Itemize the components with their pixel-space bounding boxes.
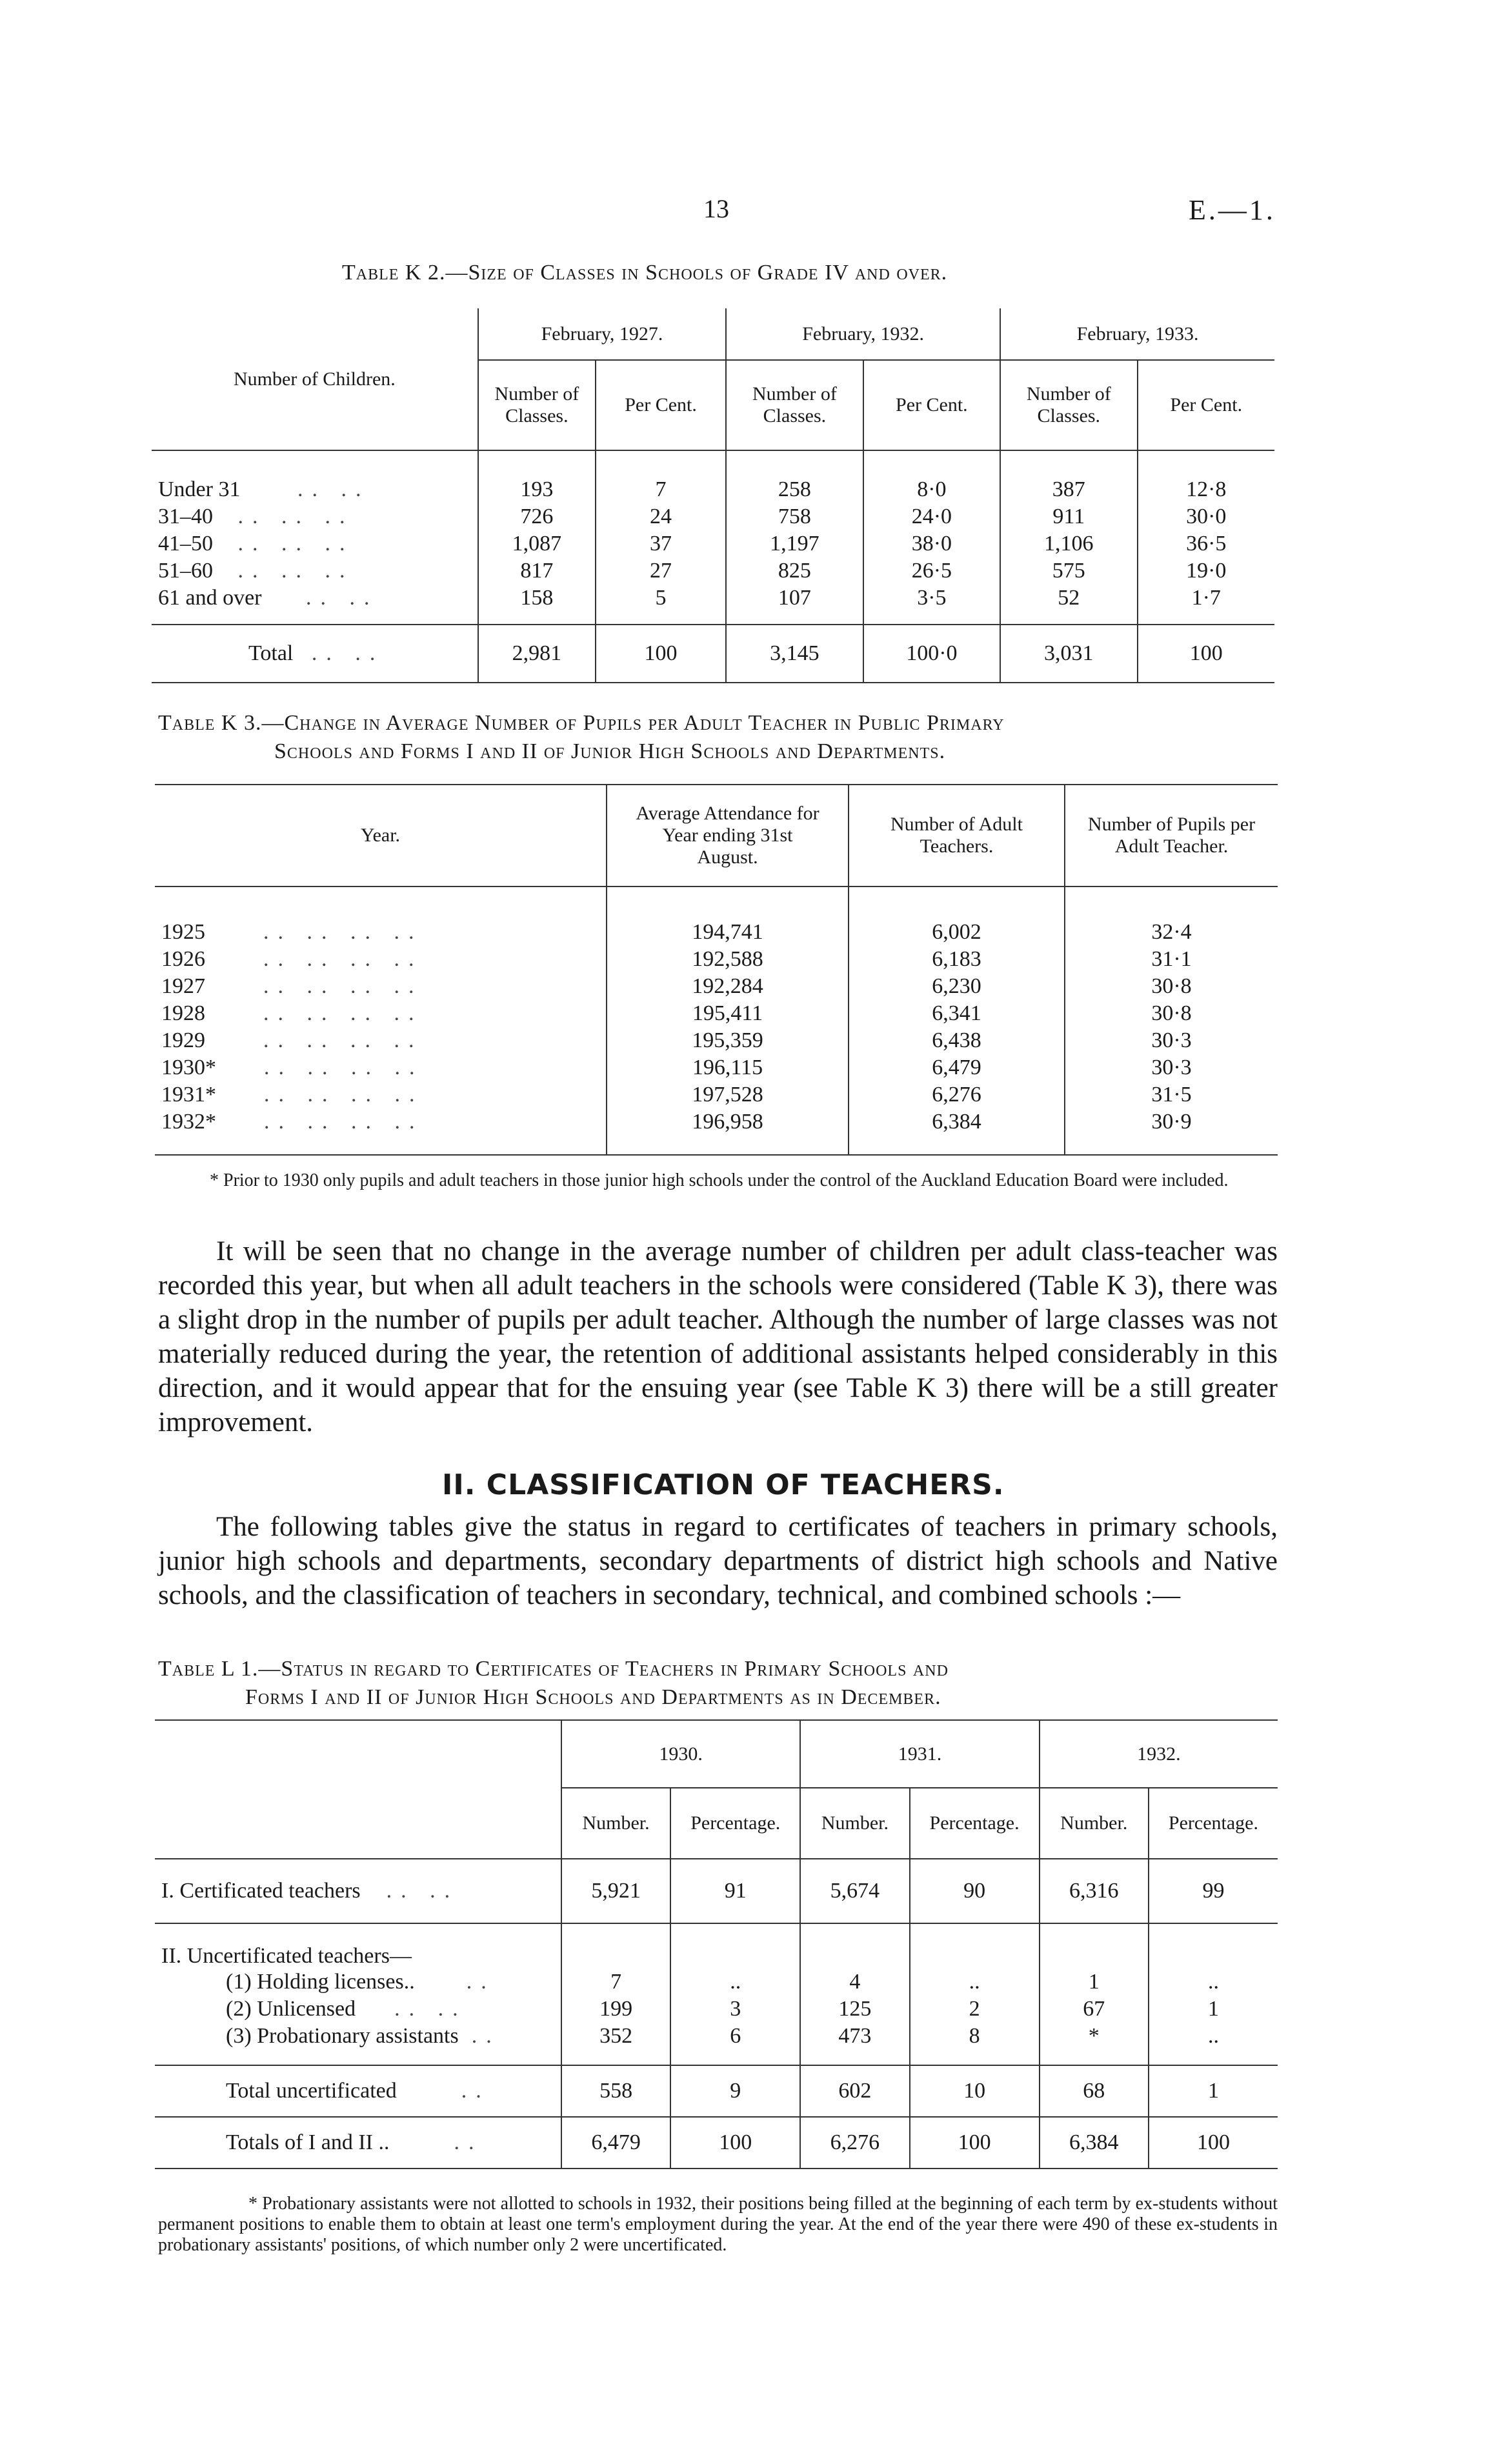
- col-header: Number.: [1040, 1788, 1149, 1859]
- col-header: Per Cent.: [1138, 360, 1274, 450]
- cell: 1,106: [1044, 532, 1094, 556]
- row-label: II. Uncertificated teachers—: [161, 1944, 412, 1968]
- table-row: [155, 1859, 1278, 1923]
- leader-dots: .. ..: [394, 1997, 467, 2021]
- table-row: [155, 946, 1278, 973]
- cell: 8: [910, 2023, 1040, 2050]
- row-label: (1) Holding licenses..: [226, 1970, 415, 1994]
- row-year: 1927: [161, 974, 205, 998]
- cell: 817: [520, 559, 554, 583]
- cell: 1: [1149, 2065, 1278, 2117]
- cell: 125: [838, 1997, 872, 2021]
- cell: 352: [599, 2024, 633, 2048]
- cell: 1: [1149, 1996, 1278, 2023]
- row-label: Under 31: [158, 477, 241, 501]
- col-header: Per Cent.: [863, 360, 1000, 450]
- row-year: 1926: [161, 947, 205, 971]
- col-header-pupils: Number of Pupils per Adult Teacher.: [1065, 785, 1278, 886]
- table-row: [155, 1000, 1278, 1027]
- cell: 6,341: [849, 1000, 1065, 1027]
- row-label: Totals of I and II ..: [226, 2130, 390, 2154]
- table-k3-title-line1: Table K 3.—Change in Average Number of Pupils per Adult Teacher in Public Primary: [158, 711, 1005, 735]
- cell: ..: [910, 1968, 1040, 1996]
- leader-dots: .. ..: [297, 477, 370, 501]
- cell: *: [1088, 2024, 1100, 2048]
- cell: 7: [610, 1970, 622, 1994]
- col-header: Number of Classes.: [726, 360, 863, 450]
- cell: 99: [1149, 1859, 1278, 1923]
- table-row: [155, 1081, 1278, 1108]
- row-year: 1930*: [161, 1056, 216, 1079]
- cell: 6: [670, 2023, 800, 2050]
- year-header: 1931.: [800, 1720, 1039, 1788]
- table-row: [155, 1027, 1278, 1054]
- leader-dots: .. .. .. ..: [263, 974, 423, 998]
- col-header: Per Cent.: [596, 360, 726, 450]
- table-row: [155, 919, 1278, 946]
- cell: 1: [1088, 1970, 1100, 1994]
- table-l1: [155, 1719, 1278, 2169]
- cell: 12·8: [1138, 476, 1274, 503]
- row-label: 41–50: [158, 532, 213, 556]
- group-header: February, 1932.: [726, 308, 1000, 360]
- cell: 575: [1052, 559, 1085, 583]
- cell: 30·3: [1151, 1028, 1192, 1052]
- cell: 196,958: [607, 1108, 849, 1136]
- cell: 37: [596, 530, 726, 557]
- cell: 100: [910, 2117, 1040, 2169]
- cell: 192,588: [607, 946, 849, 973]
- leader-dots: ..: [471, 2024, 501, 2048]
- row-year: 1925: [161, 920, 205, 944]
- table-row: [152, 557, 1274, 585]
- cell: 52: [1058, 586, 1080, 610]
- row-label: 51–60: [158, 559, 213, 583]
- cell: 5,921: [561, 1859, 670, 1923]
- section-heading: II. CLASSIFICATION OF TEACHERS.: [442, 1468, 1005, 1501]
- cell: 158: [520, 586, 554, 610]
- col-header: Number.: [561, 1788, 670, 1859]
- table-subtotal-row: [155, 2065, 1278, 2117]
- table-row: [152, 530, 1274, 557]
- cell: 6,384: [1040, 2117, 1149, 2169]
- cell: 6,002: [849, 919, 1065, 946]
- cell: ..: [1149, 2023, 1278, 2050]
- cell: 602: [800, 2065, 909, 2117]
- group-header: February, 1933.: [1076, 323, 1199, 345]
- table-total-row: [152, 625, 1274, 683]
- table-l1-title-line2: Forms I and II of Junior High Schools and Departments as in December.: [245, 1685, 941, 1709]
- cell: 6,438: [849, 1027, 1065, 1054]
- cell: 3: [670, 1996, 800, 2023]
- cell: 387: [1052, 477, 1085, 501]
- cell: 9: [670, 2065, 800, 2117]
- col-header: Number of Classes.: [1000, 360, 1137, 450]
- table-row: [155, 2023, 1278, 2050]
- leader-dots: .. ..: [306, 586, 379, 610]
- page-number: 13: [703, 194, 729, 223]
- col-header-teachers: Number of Adult Teachers.: [849, 785, 1065, 886]
- cell: 6,479: [561, 2117, 670, 2169]
- cell: 38·0: [863, 530, 1000, 557]
- col-header-attendance: Average Attendance for Year ending 31st August.: [607, 785, 849, 886]
- cell: 31·5: [1151, 1083, 1192, 1107]
- table-row: [155, 1108, 1278, 1136]
- cell: 194,741: [607, 919, 849, 946]
- cell: 6,276: [800, 2117, 909, 2169]
- cell: 7: [596, 476, 726, 503]
- leader-dots: .. ..: [311, 641, 385, 665]
- row-label: I. Certificated teachers: [161, 1879, 361, 1903]
- cell: 6,384: [849, 1108, 1065, 1136]
- group-header: February, 1927.: [478, 308, 726, 360]
- cell: 67: [1083, 1997, 1105, 2021]
- leader-dots: .. .. ..: [237, 532, 354, 556]
- cell: 68: [1040, 2065, 1149, 2117]
- leader-dots: ..: [461, 2079, 490, 2103]
- leader-dots: .. .. .. ..: [264, 1056, 424, 1079]
- table-k3-title-line2: Schools and Forms I and II of Junior High Schools and Departments.: [274, 739, 946, 763]
- cell: 10: [910, 2065, 1040, 2117]
- cell: 193: [520, 477, 554, 501]
- leader-dots: .. .. .. ..: [263, 1028, 423, 1052]
- row-label: (2) Unlicensed: [226, 1997, 356, 2021]
- cell: 192,284: [607, 973, 849, 1000]
- cell: 5,674: [800, 1859, 909, 1923]
- cell: 100: [1149, 2117, 1278, 2169]
- row-header: Number of Children.: [152, 308, 478, 450]
- table-l1-footnote: * Probationary assistants were not allotted to schools in 1932, their positions being filled at the beginning of each term by ex-students without permanent positions to enable them to obtain at least one term's employment during the year. At the end of the year there were 490 of these ex-students in probationary assistants' positions, of which number only 2 were uncertificated.: [158, 2194, 1278, 2255]
- col-header: Percentage.: [1149, 1788, 1278, 1859]
- cell: 30·8: [1151, 1001, 1192, 1025]
- row-label: (3) Probationary assistants: [226, 2024, 459, 2048]
- paragraph-2: The following tables give the status in regard to certificates of teachers in primary schools, junior high schools and departments, secondary departments of district high schools and Native schools, and the classification of teachers in secondary, technical, and combined schools :—: [158, 1512, 1278, 1610]
- cell: 3·5: [863, 585, 1000, 612]
- cell: 26·5: [863, 557, 1000, 585]
- cell: 2: [910, 1996, 1040, 2023]
- table-row: [155, 973, 1278, 1000]
- table-k2: [152, 308, 1274, 683]
- table-row: [155, 1054, 1278, 1081]
- cell: 195,411: [607, 1000, 849, 1027]
- table-row: [152, 585, 1274, 612]
- cell: 195,359: [607, 1027, 849, 1054]
- cell: 5: [596, 585, 726, 612]
- leader-dots: .. .. .. ..: [263, 920, 423, 944]
- row-label: 61 and over: [158, 586, 262, 610]
- leader-dots: .. .. ..: [237, 559, 354, 583]
- row-label: Total uncertificated: [226, 2079, 397, 2103]
- cell: 32·4: [1151, 920, 1192, 944]
- table-k2-title: Table K 2.—Size of Classes in Schools of Grade IV and over.: [342, 261, 948, 285]
- cell: 107: [778, 586, 811, 610]
- table-k3: [155, 784, 1278, 1156]
- cell: ..: [670, 1968, 800, 1996]
- cell: 30·8: [1151, 974, 1192, 998]
- cell: 197,528: [607, 1081, 849, 1108]
- cell: 3,145: [726, 625, 863, 683]
- table-row: [152, 476, 1274, 503]
- cell: 30·9: [1151, 1110, 1192, 1134]
- table-row: [155, 1923, 1278, 1968]
- row-label: Total: [248, 641, 294, 665]
- cell: 825: [778, 559, 811, 583]
- cell: 90: [910, 1859, 1040, 1923]
- cell: 30·0: [1138, 503, 1274, 530]
- col-header: Number of Classes.: [478, 360, 596, 450]
- leader-dots: .. ..: [386, 1879, 459, 1903]
- col-header: Percentage.: [670, 1788, 800, 1859]
- cell: 911: [1052, 505, 1085, 528]
- cell: 558: [561, 2065, 670, 2117]
- cell: 258: [778, 477, 811, 501]
- cell: 6,183: [849, 946, 1065, 973]
- col-header: Percentage.: [910, 1788, 1040, 1859]
- leader-dots: .. .. .. ..: [263, 1001, 423, 1025]
- cell: 100·0: [863, 625, 1000, 683]
- row-year: 1929: [161, 1028, 205, 1052]
- table-row: [155, 1968, 1278, 1996]
- cell: 6,316: [1040, 1859, 1149, 1923]
- col-header: Number.: [800, 1788, 909, 1859]
- row-label: 31–40: [158, 505, 213, 528]
- year-header: 1930.: [561, 1720, 800, 1788]
- cell: 6,479: [849, 1054, 1065, 1081]
- cell: 100: [670, 2117, 800, 2169]
- cell: 1,087: [512, 532, 562, 556]
- leader-dots: ..: [454, 2130, 483, 2154]
- table-k3-footnote: * Prior to 1930 only pupils and adult teachers in those junior high schools under the control of the Auckland Education Board were included.: [210, 1170, 1229, 1190]
- cell: 27: [596, 557, 726, 585]
- cell: 196,115: [607, 1054, 849, 1081]
- document-code: E.—1.: [1189, 194, 1276, 226]
- table-l1-title-line1: Table L 1.—Status in regard to Certificates of Teachers in Primary Schools and: [158, 1657, 949, 1681]
- cell: 8·0: [863, 476, 1000, 503]
- row-year: 1928: [161, 1001, 205, 1025]
- cell: 30·3: [1151, 1056, 1192, 1079]
- cell: 24·0: [863, 503, 1000, 530]
- year-header: 1932.: [1040, 1720, 1278, 1788]
- cell: 1,197: [770, 532, 819, 556]
- cell: 19·0: [1138, 557, 1274, 585]
- cell: 36·5: [1138, 530, 1274, 557]
- cell: 473: [838, 2024, 872, 2048]
- cell: 6,276: [849, 1081, 1065, 1108]
- cell: 3,031: [1000, 625, 1137, 683]
- leader-dots: .. .. .. ..: [264, 1110, 424, 1134]
- cell: 1·7: [1138, 585, 1274, 612]
- cell: 24: [596, 503, 726, 530]
- leader-dots: .. .. .. ..: [263, 947, 423, 971]
- table-row: [152, 503, 1274, 530]
- paragraph-1: It will be seen that no change in the average number of children per adult class-teacher was recorded this year, but when all adult teachers in the schools were considered (Table K 3), there was a slight drop in the number of pupils per adult teacher. Although the number of large classes was not materially reduced during the year, the retention of additional assistants helped considerably in this direction, and it would appear that for the ensuing year (see Table K 3) there will be a still greater improvement.: [158, 1236, 1278, 1437]
- row-year: 1932*: [161, 1110, 216, 1134]
- cell: ..: [1149, 1968, 1278, 1996]
- row-year: 1931*: [161, 1083, 216, 1107]
- leader-dots: ..: [466, 1970, 496, 1994]
- cell: 726: [520, 505, 554, 528]
- cell: 6,230: [849, 973, 1065, 1000]
- cell: 100: [1138, 625, 1274, 683]
- cell: 199: [599, 1997, 633, 2021]
- cell: 2,981: [478, 625, 596, 683]
- col-header-year: Year.: [155, 785, 607, 886]
- cell: 91: [670, 1859, 800, 1923]
- table-row: [155, 1996, 1278, 2023]
- leader-dots: .. .. .. ..: [264, 1083, 424, 1107]
- cell: 100: [596, 625, 726, 683]
- cell: 758: [778, 505, 811, 528]
- cell: 4: [849, 1970, 861, 1994]
- leader-dots: .. .. ..: [237, 505, 354, 528]
- table-total-row: [155, 2117, 1278, 2169]
- cell: 31·1: [1151, 947, 1192, 971]
